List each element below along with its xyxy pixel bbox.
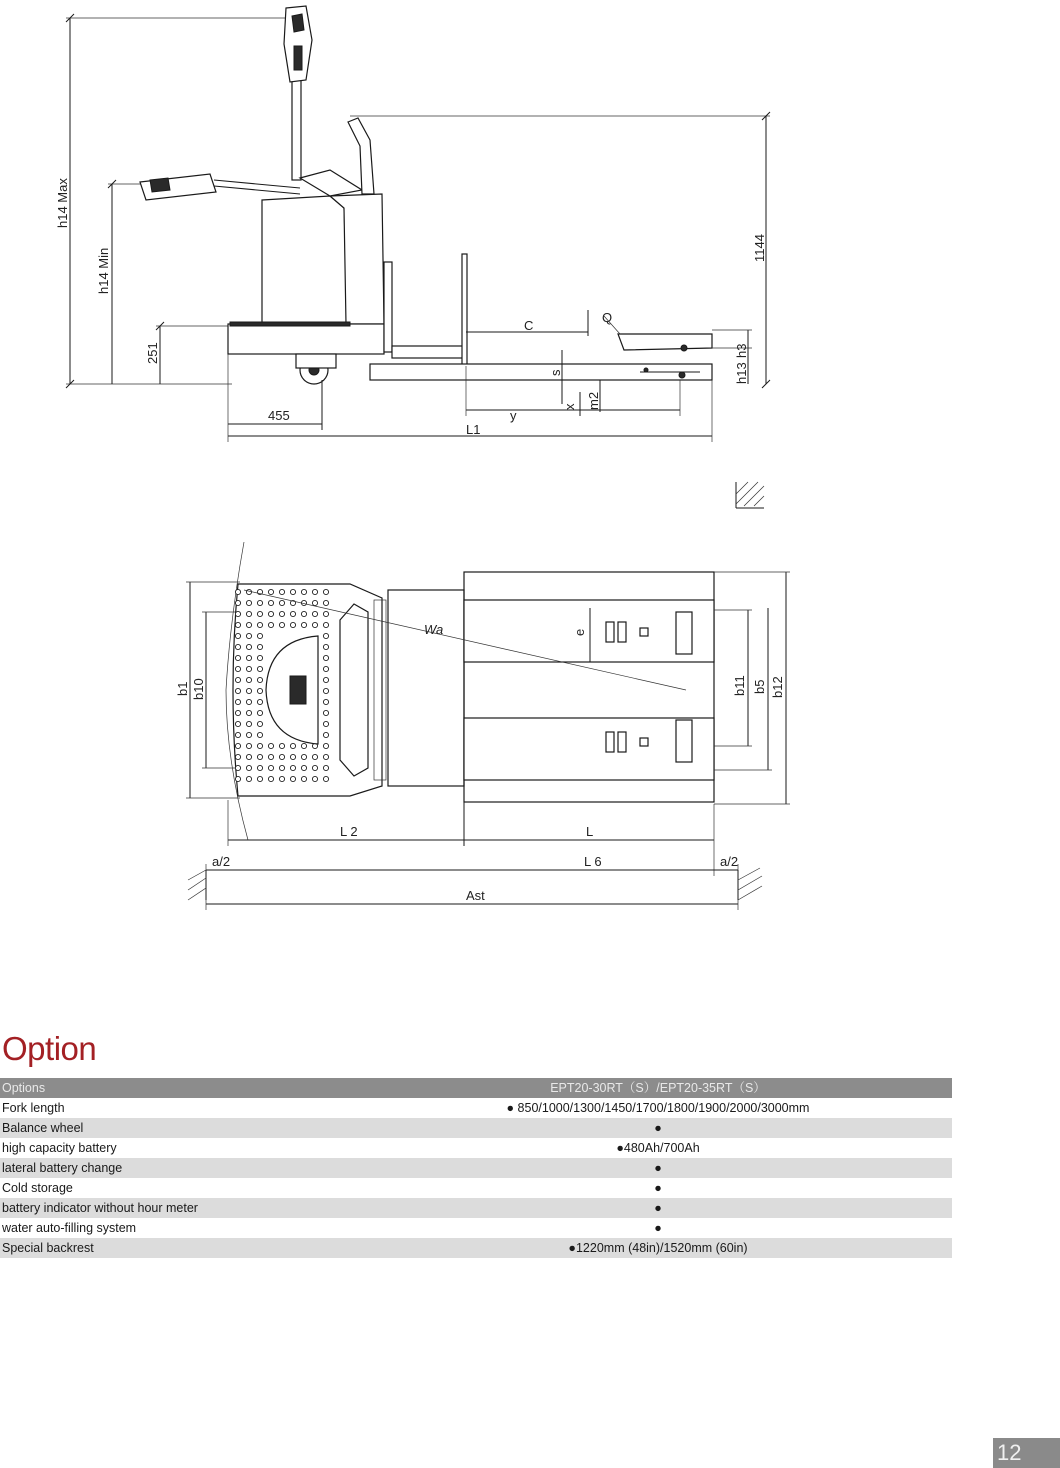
page-number: 12 [993, 1438, 1060, 1468]
floor-dot [246, 754, 251, 759]
floor-dot [312, 600, 317, 605]
floor-dot [323, 765, 328, 770]
option-title: Option [2, 1030, 97, 1067]
floor-dot [257, 600, 262, 605]
option-value: ● [362, 1158, 952, 1178]
floor-dot [290, 743, 295, 748]
label-L2: L 2 [340, 824, 358, 839]
floor-dot [268, 754, 273, 759]
table-header-row [0, 1078, 952, 1098]
floor-dot [323, 743, 328, 748]
floor-dot [257, 622, 262, 627]
label-h14-min: h14 Min [96, 247, 111, 294]
label-251: 251 [145, 342, 160, 364]
floor-dot [235, 743, 240, 748]
floor-dot [246, 600, 251, 605]
floor-dot [323, 589, 328, 594]
floor-dot [257, 754, 262, 759]
label-b1: b1 [175, 681, 190, 696]
table-row [0, 1118, 952, 1138]
floor-dot [246, 633, 251, 638]
floor-dot [257, 611, 262, 616]
label-L: L [586, 824, 594, 839]
label-Q: Q [602, 310, 613, 325]
floor-dot [246, 710, 251, 715]
options-table [0, 1078, 952, 1258]
option-value: ● [654, 1221, 662, 1235]
option-name: Fork length [2, 1101, 65, 1115]
floor-dot [312, 754, 317, 759]
label-y: y [510, 408, 517, 423]
label-Ast: Ast [466, 888, 485, 903]
floor-dot [246, 776, 251, 781]
option-name: water auto-filling system [2, 1221, 137, 1235]
table-row [0, 1138, 952, 1158]
floor-dot [257, 677, 262, 682]
label-h3: h3 [734, 343, 749, 358]
floor-dot [301, 765, 306, 770]
floor-dot [323, 710, 328, 715]
floor-dot [279, 754, 284, 759]
floor-dot [257, 666, 262, 671]
floor-dot [257, 743, 262, 748]
label-h13: h13 [734, 362, 749, 384]
floor-dot [235, 622, 240, 627]
option-name: Cold storage [2, 1181, 73, 1195]
floor-dot [246, 732, 251, 737]
floor-dot [290, 754, 295, 759]
label-s: s [548, 369, 563, 376]
label-b5: b5 [752, 679, 767, 694]
floor-dot [290, 776, 295, 781]
floor-dot [323, 754, 328, 759]
floor-dot [323, 622, 328, 627]
label-m2: m2 [586, 391, 601, 410]
floor-dot [290, 765, 295, 770]
label-C: C [524, 318, 534, 333]
table-row [0, 1098, 952, 1118]
label-h14-max: h14 Max [55, 178, 70, 228]
floor-dot [290, 622, 295, 627]
floor-dot [235, 732, 240, 737]
floor-dot [268, 589, 273, 594]
floor-dot [257, 688, 262, 693]
floor-dot [268, 765, 273, 770]
table-row [0, 1198, 952, 1218]
table-row [0, 1178, 952, 1198]
floor-dot [312, 589, 317, 594]
option-value: ● [654, 1181, 662, 1195]
label-L1: L1 [466, 422, 481, 437]
floor-dot [257, 776, 262, 781]
floor-dot [279, 589, 284, 594]
floor-dot [323, 644, 328, 649]
floor-dot [290, 611, 295, 616]
floor-dot [257, 710, 262, 715]
option-value: ● [362, 1118, 952, 1138]
label-b10: b10 [191, 678, 206, 700]
floor-dot [301, 611, 306, 616]
floor-dot [312, 622, 317, 627]
option-value: ● [362, 1198, 952, 1218]
floor-dot [235, 600, 240, 605]
floor-dot [235, 710, 240, 715]
floor-dot [246, 688, 251, 693]
header-options: Options [0, 1078, 362, 1098]
floor-dot [235, 611, 240, 616]
floor-dot [235, 776, 240, 781]
floor-dot [301, 776, 306, 781]
floor-dot [323, 699, 328, 704]
floor-dot [323, 633, 328, 638]
label-1144: 1144 [752, 234, 767, 262]
floor-dot [235, 589, 240, 594]
floor-dot [323, 677, 328, 682]
option-name: battery indicator without hour meter [0, 1198, 362, 1218]
floor-dot [257, 644, 262, 649]
label-b12: b12 [770, 676, 785, 698]
floor-dot [246, 655, 251, 660]
floor-dot [246, 721, 251, 726]
side-view [55, 6, 770, 442]
floor-dot [246, 589, 251, 594]
floor-dot [323, 655, 328, 660]
header-model: EPT20-30RT（S）/EPT20-35RT（S） [362, 1078, 952, 1098]
floor-dot [279, 776, 284, 781]
floor-dot [235, 644, 240, 649]
floor-dot [235, 666, 240, 671]
floor-dot [312, 765, 317, 770]
table-row [0, 1218, 952, 1238]
floor-dot [268, 743, 273, 748]
floor-dot [323, 732, 328, 737]
option-name: lateral battery change [0, 1158, 362, 1178]
label-a2-left: a/2 [212, 854, 231, 869]
label-e: e [572, 628, 587, 636]
top-view [175, 542, 790, 910]
floor-dot [257, 699, 262, 704]
floor-dot [279, 765, 284, 770]
floor-dot [323, 600, 328, 605]
option-value: ●480Ah/700Ah [616, 1141, 700, 1155]
floor-dot [323, 688, 328, 693]
option-value: ● 850/1000/1300/1450/1700/1800/1900/2000/3000mm [506, 1101, 810, 1115]
floor-dot [235, 699, 240, 704]
floor-dot [235, 765, 240, 770]
floor-dot [257, 721, 262, 726]
table-row [0, 1238, 952, 1258]
floor-dot [235, 655, 240, 660]
floor-dot [235, 754, 240, 759]
floor-dot [301, 743, 306, 748]
floor-dot [323, 776, 328, 781]
floor-dot [246, 611, 251, 616]
floor-dot [246, 677, 251, 682]
floor-dot [257, 765, 262, 770]
floor-dot [257, 655, 262, 660]
floor-dot [312, 611, 317, 616]
floor-dot [323, 666, 328, 671]
floor-dot [235, 633, 240, 638]
label-b11: b11 [732, 675, 747, 696]
floor-dot [279, 743, 284, 748]
label-Wa: Wa [424, 622, 444, 637]
floor-dot [323, 611, 328, 616]
floor-dot [257, 732, 262, 737]
label-a2-right: a/2 [720, 854, 739, 869]
floor-dot [290, 589, 295, 594]
floor-dot [268, 600, 273, 605]
floor-dot [279, 611, 284, 616]
ground-hatch-icon [736, 482, 764, 508]
option-name: high capacity battery [2, 1141, 117, 1155]
floor-dot [246, 622, 251, 627]
floor-dot [268, 611, 273, 616]
label-455: 455 [268, 408, 290, 423]
floor-dot [279, 622, 284, 627]
floor-dot [235, 677, 240, 682]
floor-dot [301, 622, 306, 627]
floor-dot [301, 589, 306, 594]
floor-dot [279, 600, 284, 605]
floor-dot [246, 743, 251, 748]
floor-dot [235, 688, 240, 693]
option-name: Balance wheel [0, 1118, 362, 1138]
floor-dot [246, 644, 251, 649]
floor-dot [323, 721, 328, 726]
label-x: x [562, 403, 577, 410]
floor-dot [246, 699, 251, 704]
label-L6: L 6 [584, 854, 602, 869]
floor-dot [301, 754, 306, 759]
floor-dot [246, 666, 251, 671]
floor-dot [268, 622, 273, 627]
option-value: ●1220mm (48in)/1520mm (60in) [362, 1238, 952, 1258]
option-name: Special backrest [0, 1238, 362, 1258]
floor-dot [235, 721, 240, 726]
floor-dot [312, 776, 317, 781]
floor-dot [246, 765, 251, 770]
floor-dot [257, 633, 262, 638]
floor-dot [268, 776, 273, 781]
table-row [0, 1158, 952, 1178]
